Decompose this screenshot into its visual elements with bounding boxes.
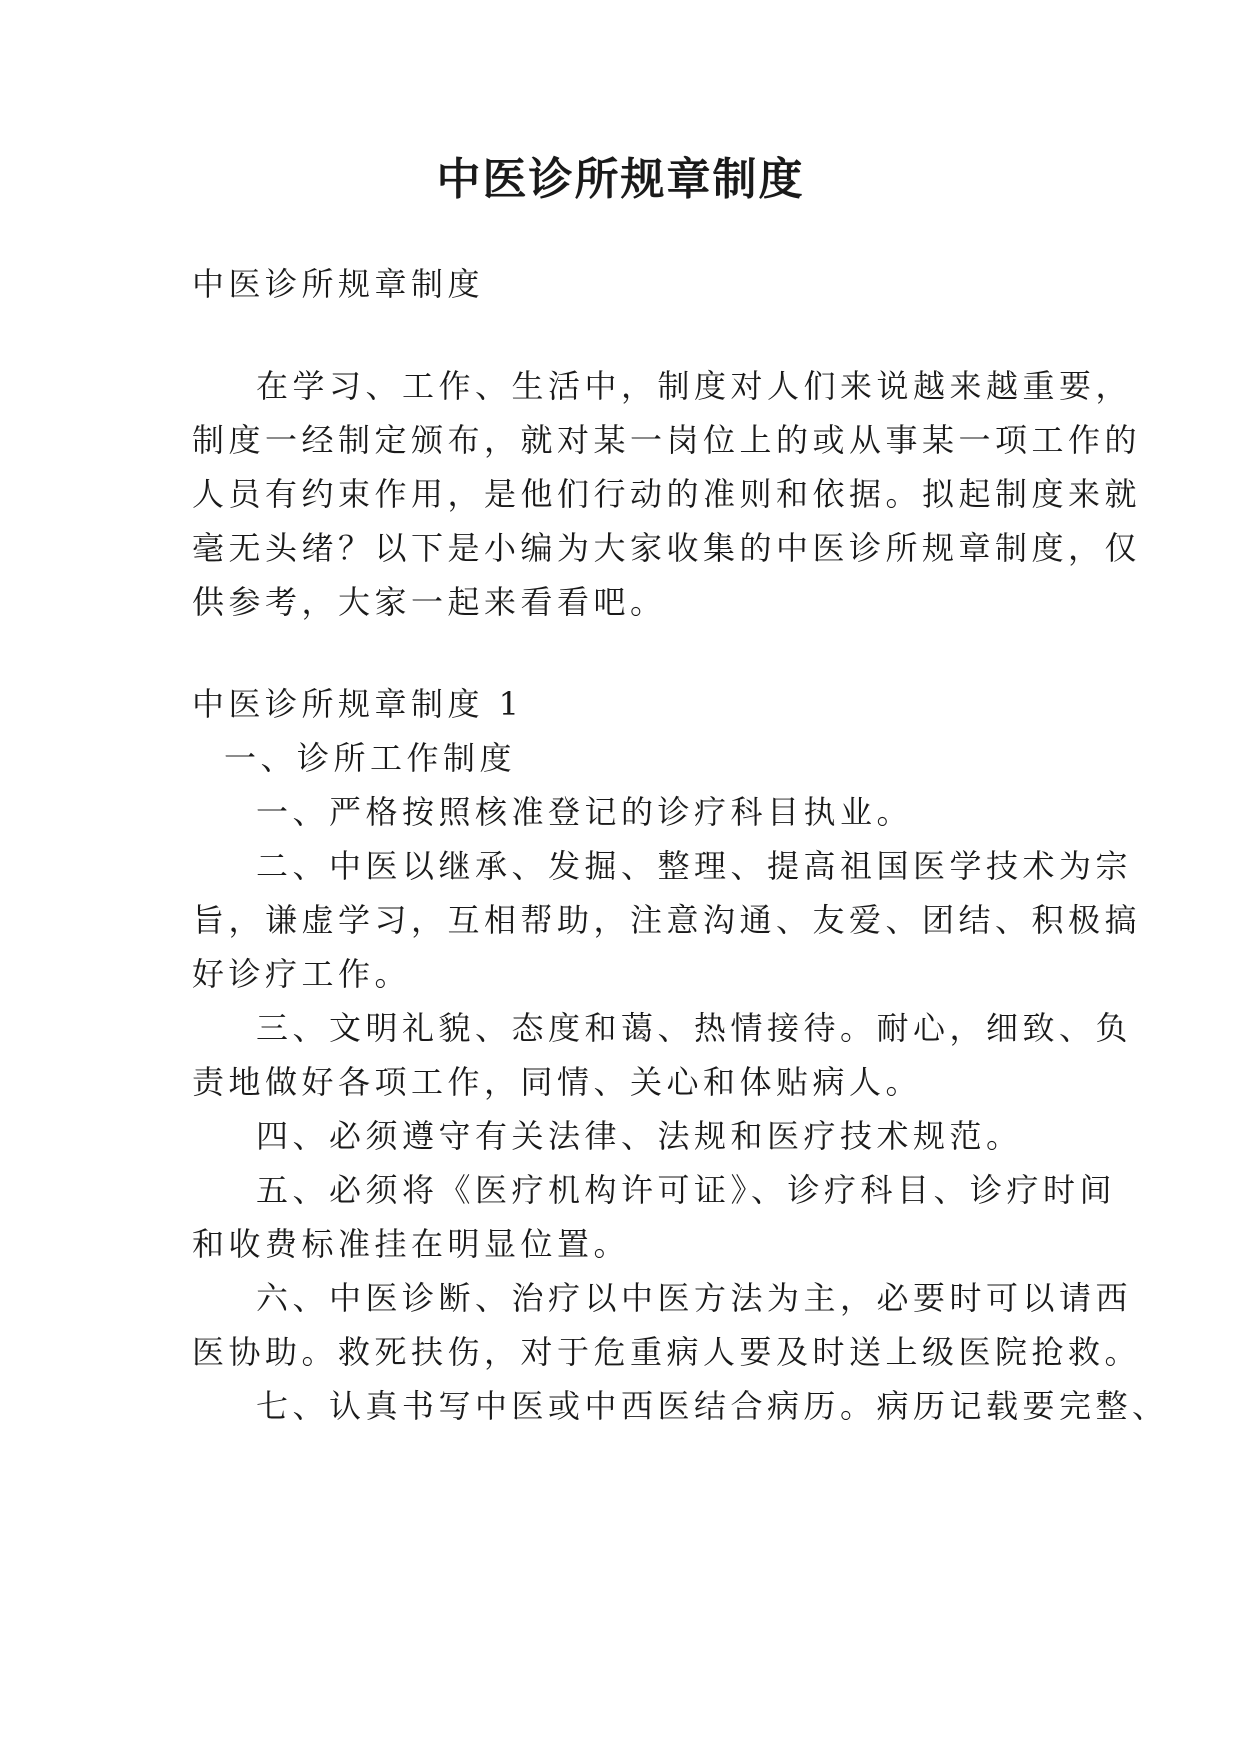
subsection-heading: 一、诊所工作制度 <box>224 739 517 777</box>
body-line: 七、认真书写中医或中西医结合病历。病历记载要完整、 <box>256 1387 1169 1425</box>
body-line: 六、中医诊断、治疗以中医方法为主，必要时可以请西 <box>256 1279 1133 1317</box>
intro-line: 供参考，大家一起来看看吧。 <box>192 583 667 621</box>
body-line: 旨，谦虚学习，互相帮助，注意沟通、友爱、团结、积极搞 <box>192 901 1142 939</box>
body-line: 医协助。救死扶伤，对于危重病人要及时送上级医院抢救。 <box>192 1333 1142 1371</box>
body-line: 好诊疗工作。 <box>192 955 412 993</box>
section-heading: 中医诊所规章制度 1 <box>192 685 524 723</box>
body-line: 五、必须将《医疗机构许可证》、诊疗科目、诊疗时间 <box>256 1171 1117 1209</box>
intro-line: 制度一经制定颁布，就对某一岗位上的或从事某一项工作的 <box>192 421 1142 459</box>
intro-line: 人员有约束作用，是他们行动的准则和依据。拟起制度来就 <box>192 475 1142 513</box>
intro-line: 毫无头绪？以下是小编为大家收集的中医诊所规章制度，仅 <box>192 529 1142 567</box>
document-title: 中医诊所规章制度 <box>436 154 805 205</box>
body-line: 二、中医以继承、发掘、整理、提高祖国医学技术为宗 <box>256 847 1133 885</box>
intro-line: 在学习、工作、生活中，制度对人们来说越来越重要， <box>256 367 1133 405</box>
body-line: 责地做好各项工作，同情、关心和体贴病人。 <box>192 1063 923 1101</box>
body-line: 一、严格按照核准登记的诊疗科目执业。 <box>256 793 914 831</box>
body-line: 和收费标准挂在明显位置。 <box>192 1225 631 1263</box>
body-line: 三、文明礼貌、态度和蔼、热情接待。耐心，细致、负 <box>256 1009 1133 1047</box>
body-line: 四、必须遵守有关法律、法规和医疗技术规范。 <box>256 1117 1023 1155</box>
document-subtitle: 中医诊所规章制度 <box>192 265 485 303</box>
